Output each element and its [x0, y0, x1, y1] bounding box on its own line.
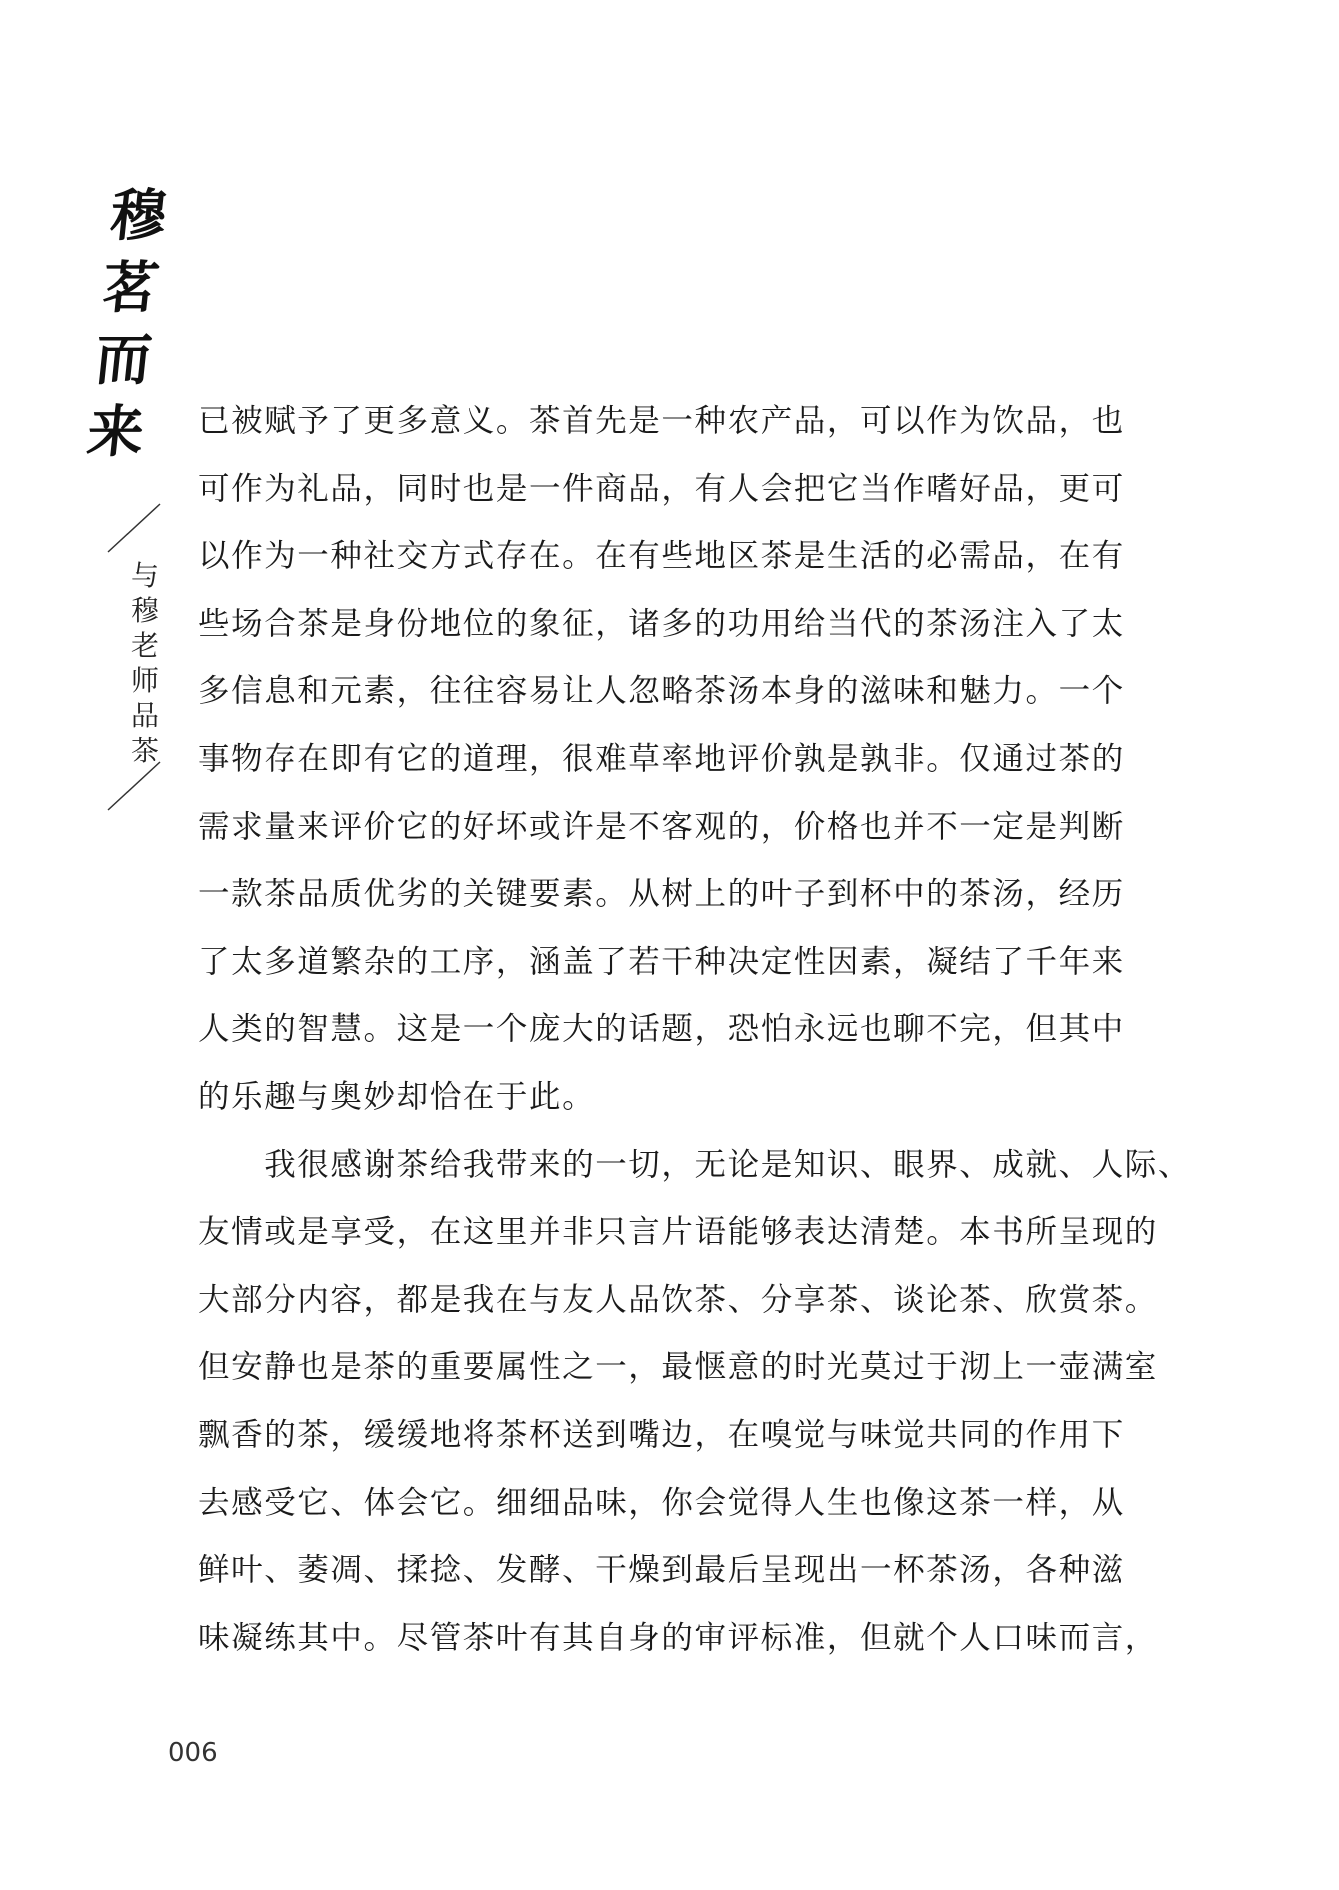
subtitle-char: 与	[130, 559, 159, 592]
text-line: 飘香的茶，缓缓地将茶杯送到嘴边，在嗅觉与味觉共同的作用下	[198, 1416, 1125, 1453]
subtitle-vertical	[130, 558, 160, 768]
text-line: 已被赋予了更多意义。茶首先是一种农产品，可以作为饮品，也	[198, 403, 1125, 439]
body-text	[198, 388, 1192, 1672]
divider-slash-bottom	[108, 762, 160, 810]
text-line: 了太多道繁杂的工序，涵盖了若干种决定性因素，凝结了千年来	[198, 943, 1125, 980]
subtitle-char: 老	[130, 629, 159, 662]
book-title-char: 而	[91, 327, 155, 393]
book-title-char: 穆	[106, 183, 170, 249]
text-line: 味凝练其中。尽管茶叶有其自身的审评标准，但就个人口味而言，	[198, 1619, 1158, 1656]
text-line: 多信息和元素，往往容易让人忽略茶汤本身的滋味和魅力。一个	[198, 673, 1125, 710]
subtitle-char: 茶	[130, 734, 159, 767]
text-line: 去感受它、体会它。细细品味，你会觉得人生也像这茶一样，从	[198, 1484, 1125, 1521]
text-line: 我很感谢茶给我带来的一切，无论是知识、眼界、成就、人际、	[198, 1146, 1192, 1183]
text-line: 友情或是享受，在这里并非只言片语能够表达清楚。本书所呈现的	[198, 1214, 1158, 1251]
subtitle-block	[100, 500, 180, 840]
text-line: 一款茶品质优劣的关键要素。从树上的叶子到杯中的茶汤，经历	[198, 876, 1125, 913]
text-line: 人类的智慧。这是一个庞大的话题，恐怕永远也聊不完，但其中	[198, 1011, 1125, 1048]
subtitle-char: 师	[130, 664, 159, 697]
text-line: 需求量来评价它的好坏或许是不客观的，价格也并不一定是判断	[198, 808, 1125, 845]
text-line: 以作为一种社交方式存在。在有些地区茶是生活的必需品，在有	[198, 538, 1125, 575]
text-line: 的乐趣与奥妙却恰在于此。	[198, 1078, 596, 1115]
text-line: 鲜叶、萎凋、揉捻、发酵、干燥到最后呈现出一杯茶汤，各种滋	[198, 1552, 1125, 1589]
subtitle-char: 品	[130, 699, 159, 732]
text-line: 些场合茶是身份地位的象征，诸多的功用给当代的茶汤注入了太	[198, 605, 1125, 642]
paragraph	[198, 1132, 1192, 1673]
page-number: 006	[168, 1738, 218, 1768]
running-header	[80, 180, 170, 767]
text-line: 事物存在即有它的道理，很难草率地评价孰是孰非。仅通过茶的	[198, 740, 1125, 777]
text-line: 可作为礼品，同时也是一件商品，有人会把它当作嗜好品，更可	[198, 470, 1125, 507]
text-line: 大部分内容，都是我在与友人品饮茶、分享茶、谈论茶、欣赏茶。	[198, 1281, 1158, 1318]
text-line: 但安静也是茶的重要属性之一，最惬意的时光莫过于沏上一壶满室	[198, 1349, 1158, 1386]
book-title-calligraphy	[77, 180, 177, 468]
subtitle-char: 穆	[130, 594, 159, 627]
book-title-char: 茗	[99, 255, 163, 321]
paragraph	[198, 388, 1128, 1132]
divider-slash-top	[108, 504, 160, 552]
book-title-char: 来	[84, 399, 148, 465]
